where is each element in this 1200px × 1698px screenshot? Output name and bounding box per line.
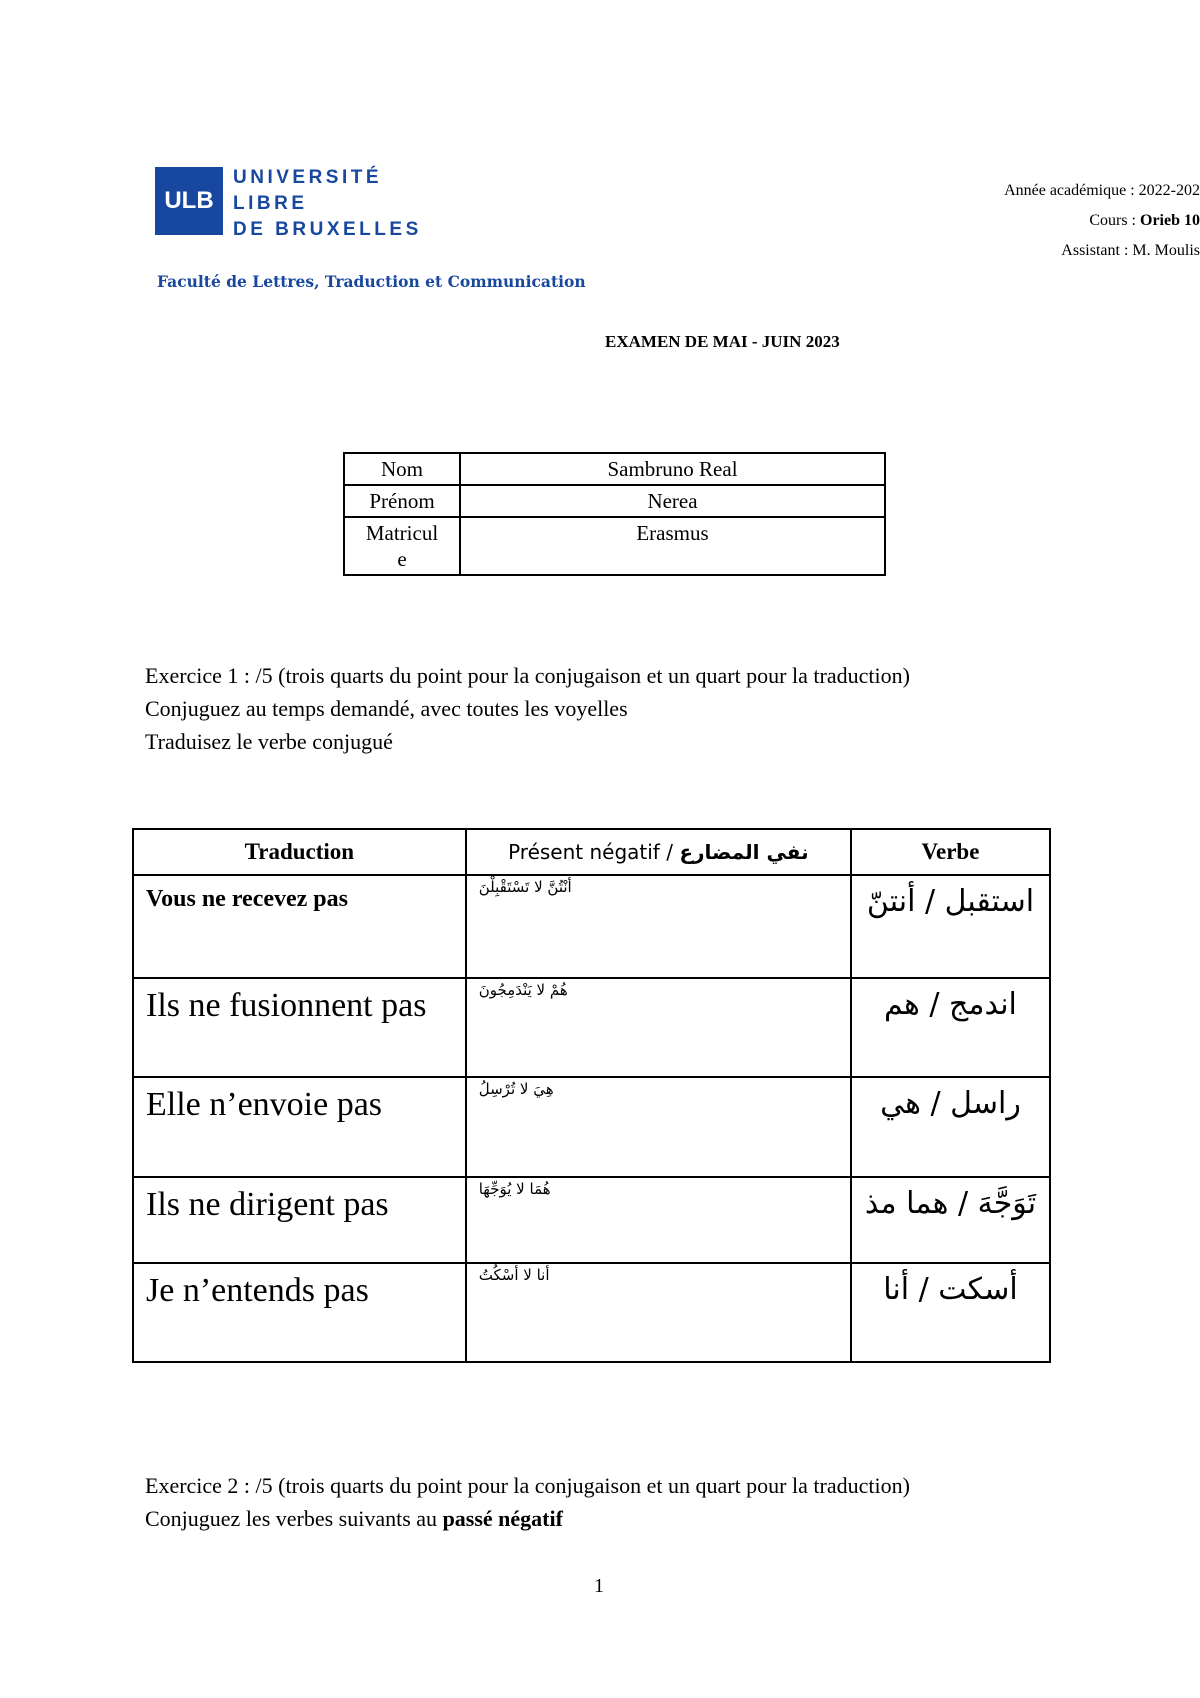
logo-line-1: UNIVERSITÉ bbox=[233, 167, 383, 188]
table-row bbox=[133, 875, 1050, 978]
verbe-cell: اندمج / هم bbox=[851, 978, 1050, 1077]
verbe-cell: أسكت / أنا bbox=[851, 1263, 1050, 1362]
table-row bbox=[133, 1177, 1050, 1263]
exercise2-title: Exercice 2 : /5 (trois quarts du point pour la conjugaison et un quart pour la traduction) bbox=[145, 1473, 910, 1498]
col-verbe-header: Verbe bbox=[851, 829, 1050, 875]
prenom-value: Nerea bbox=[460, 485, 885, 517]
table-row bbox=[344, 453, 885, 485]
exercise1-instruction-2: Traduisez le verbe conjugué bbox=[145, 729, 393, 754]
assistant: Assistant : M. Moulis bbox=[1061, 242, 1200, 259]
verbe-cell: راسل / هي bbox=[851, 1077, 1050, 1177]
table-row bbox=[133, 978, 1050, 1077]
table-row bbox=[133, 1263, 1050, 1362]
exercise2-text bbox=[145, 1469, 910, 1535]
nom-value: Sambruno Real bbox=[460, 453, 885, 485]
verbe-cell: استقبل / أنتنّ bbox=[851, 875, 1050, 978]
traduction-cell: Vous ne recevez pas bbox=[133, 875, 466, 978]
page-number: 1 bbox=[594, 1575, 604, 1597]
exam-title: EXAMEN DE MAI - JUIN 2023 bbox=[605, 332, 840, 351]
exercise2-instruction: Conjuguez les verbes suivants au passé négatif bbox=[145, 1506, 563, 1531]
faculty-name: Faculté de Lettres, Traduction et Communication bbox=[157, 272, 586, 291]
answer-cell: هِيَ لا تُرْسِلُ bbox=[466, 1077, 851, 1177]
logo-line-3: DE BRUXELLES bbox=[233, 219, 422, 240]
table-row bbox=[133, 1077, 1050, 1177]
traduction-cell: Elle n’envoie pas bbox=[133, 1077, 466, 1177]
exercise1-text bbox=[145, 659, 910, 758]
answer-cell: هُمْ لا يَنْدَمِجُونَ bbox=[466, 978, 851, 1077]
exercise1-instruction-1: Conjuguez au temps demandé, avec toutes les voyelles bbox=[145, 696, 628, 721]
table-row bbox=[344, 517, 885, 575]
traduction-cell: Ils ne dirigent pas bbox=[133, 1177, 466, 1263]
table-row bbox=[344, 485, 885, 517]
course-meta bbox=[1004, 176, 1200, 266]
traduction-cell: Ils ne fusionnent pas bbox=[133, 978, 466, 1077]
answer-cell: هُمَا لا يُوَجِّهَا bbox=[466, 1177, 851, 1263]
course: Cours : Orieb 10 bbox=[1089, 212, 1200, 229]
ulb-logo bbox=[155, 167, 422, 240]
table-header-row bbox=[133, 829, 1050, 875]
nom-label: Nom bbox=[344, 453, 460, 485]
logo-line-2: LIBRE bbox=[233, 193, 308, 214]
col-traduction-header: Traduction bbox=[133, 829, 466, 875]
traduction-cell: Je n’entends pas bbox=[133, 1263, 466, 1362]
ulb-logo-text bbox=[233, 165, 422, 243]
student-info-table bbox=[343, 452, 886, 576]
matricule-value: Erasmus bbox=[460, 517, 885, 575]
exercise1-table bbox=[132, 828, 1051, 1363]
answer-cell: أنْتُنَّ لا تَسْتَقْبِلْنَ bbox=[466, 875, 851, 978]
ulb-logo-mark: ULB bbox=[155, 167, 223, 235]
exercise1-title: Exercice 1 : /5 (trois quarts du point pour la conjugaison et un quart pour la traduction) bbox=[145, 663, 910, 688]
col-present-negatif-header: Présent négatif / نفي المضارع bbox=[466, 829, 851, 875]
prenom-label: Prénom bbox=[344, 485, 460, 517]
verbe-cell: تَوَجَّهَ / هما مذ bbox=[851, 1177, 1050, 1263]
matricule-label: Matricul e bbox=[344, 517, 460, 575]
answer-cell: أنا لا أسْكُتُ bbox=[466, 1263, 851, 1362]
academic-year: Année académique : 2022-202 bbox=[1004, 182, 1200, 199]
